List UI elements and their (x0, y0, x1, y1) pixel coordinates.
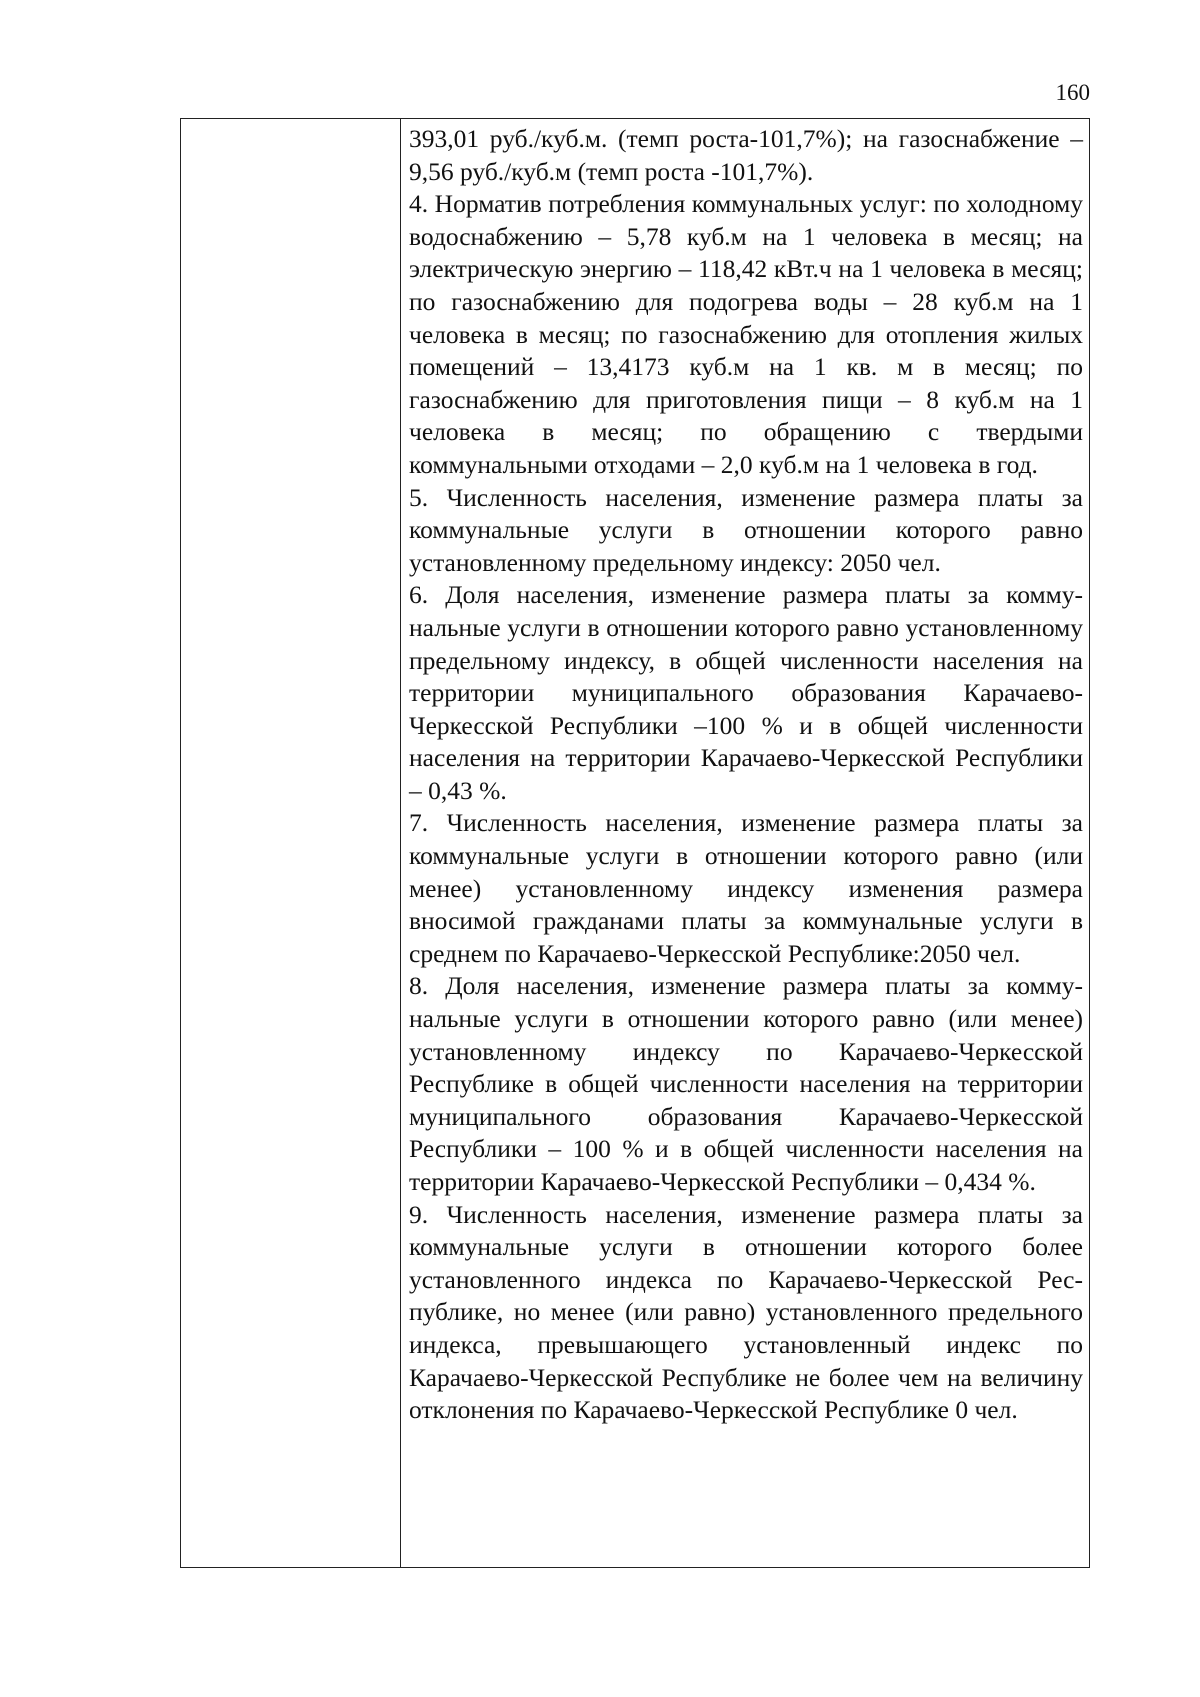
paragraph-item-4: 4. Норматив потребления коммунальных услуг: по холодному водоснабжению – 5,78 куб.м на 1 человека в месяц; на электрическую энергию – 118,42 кВт.ч на 1 человека в месяц; по газоснабжению для подогрева воды – 28 куб.м на 1 человека в месяц; по газоснабжению для отопления жилых помещений – 13,4173 куб.м на 1 кв. м в месяц; по газоснабжению для приготовления пищи – 8 куб.м на 1 человека в месяц; по обращению с твердыми коммунальными отходами – 2,0 куб.м на 1 человека в год. (409, 189, 1083, 479)
paragraph-item-9: 9. Численность населения, изменение размера платы за коммунальные услуги в отношении которого более установленного индекса по Карачаево-Черкесской Республике, но менее (или равно) установленного предельного индекса, превышающего установленный индекс по Карачаево-Черкесской Республике не более чем на величину отклонения по Карачаево-Черкесской Республике 0 чел. (409, 1199, 1083, 1425)
paragraph-item-5: 5. Численность населения, изменение размера платы за коммунальные услуги в отношении которого равно установленному предельному индексу: 2050 чел. (409, 482, 1083, 577)
paragraph-tariff-continuation: 393,01 руб./куб.м. (темп роста-101,7%); на газоснабжение – 9,56 руб./куб.м (темп роста -101,7%). (409, 124, 1083, 186)
table-left-cell (181, 119, 401, 1567)
paragraph-item-6: 6. Доля населения, изменение размера платы за коммунальные услуги в отношении которого равно установленному предельному индексу, в общей численности населения на территории муниципального образования Карачаево-Черкесской Республики –100 % и в общей численности населения на территории Карачаево-Черкесской Республики – 0,43 %. (409, 580, 1083, 805)
page-number: 160 (1055, 80, 1090, 105)
document-table (180, 118, 1090, 1568)
paragraph-item-8: 8. Доля населения, изменение размера платы за коммунальные услуги в отношении которого равно (или менее) установленному индексу по Карачаево-Черкесской Республике в общей численности населения на территории муниципального образования Карачаево-Черкесской Республики – 100 % и в общей численности населения на территории Карачаево-Черкесской Республики – 0,434 %. (409, 971, 1083, 1196)
paragraph-item-7: 7. Численность населения, изменение размера платы за коммунальные услуги в отношении которого равно (или менее) установленному индексу изменения размера вносимой гражданами платы за коммунальные услуги в среднем по Карачаево-Черкесской Республике:2050 чел. (409, 808, 1083, 968)
table-right-cell (401, 119, 1089, 1567)
